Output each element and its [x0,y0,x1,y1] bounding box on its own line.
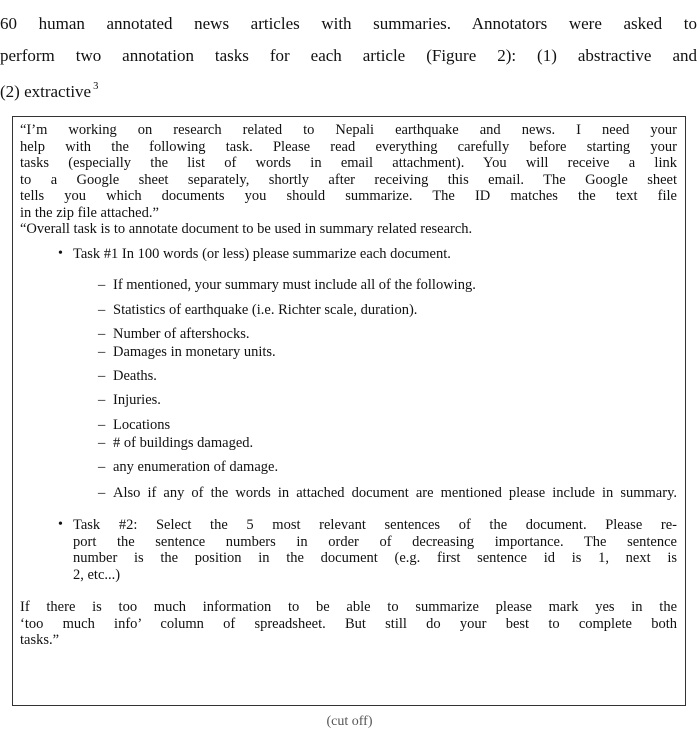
bullet-icon: • [58,517,63,532]
dash-icon: – [98,277,106,293]
task2-item [20,517,677,583]
annotation-instructions-box [12,116,686,706]
opening-line: help with the following task. Please read everything carefully before starting your [20,138,677,155]
task1-subitem: – Damages in monetary units. [98,343,276,360]
task1-subitem: – Statistics of earthquake (i.e. Richter scale, duration). [98,301,418,318]
dash-icon: – [98,301,106,318]
closing-line: ‘too much info’ column of spreadsheet. But still do your best to complete both [20,615,677,632]
intro-line-text: (2) extractive [0,82,92,101]
dash-icon: – [98,343,106,360]
task1-subitem: – Injuries. [98,391,161,408]
opening-line: “I’m working on research related to Nepali earthquake and news. I need your [20,122,677,138]
dash-icon: – [98,391,106,408]
figure-caption: (cut off) [326,714,373,729]
task2-line: port the sentence numbers in order of decreasing importance. The sentence [73,533,677,550]
dash-icon: – [98,484,106,501]
task1-subitem: – Locations [98,417,171,433]
intro-paragraph [0,8,697,108]
task1-subitem: – If mentioned, your summary must include all of the following. [98,277,476,293]
task2-line: Task #2: Select the 5 most relevant sentences of the document. Please re- [73,517,677,533]
opening-line: tasks (especially the list of words in email attachment). You will receive a link [20,155,677,171]
opening-line: tells you which documents you should summarize. The ID matches the text file [20,188,677,204]
closing-line: tasks.” [20,632,60,648]
task1-subitem: – any enumeration of damage. [98,459,279,475]
closing-paragraph [20,599,677,649]
dash-icon: – [98,326,106,342]
task1-subitem: – Number of aftershocks. [98,326,250,342]
task1-subitem: – Also if any of the words in attached document are mentioned please include in summary. [98,484,677,501]
intro-line [0,71,697,108]
task2-line: number is the position in the document (e.g. first sentence id is 1, next is [73,550,677,566]
dash-icon: – [98,368,106,384]
task1-subitem: – # of buildings damaged. [98,434,254,451]
dash-icon: – [98,459,106,475]
dash-icon: – [98,434,106,451]
intro-line: perform two annotation tasks for each article (Figure 2): (1) abstractive and [0,45,697,65]
dash-icon: – [98,417,106,433]
overall-task-line: “Overall task is to annotate document to be used in summary related research. [20,221,473,237]
task1-item [20,246,677,502]
footnote-marker: 3 [93,81,99,92]
task1-label: Task #1 In 100 words (or less) please summarize each document. [73,245,451,262]
opening-line: in the zip file attached.” [20,204,159,221]
opening-line: to a Google sheet separately, shortly after receiving this email. The Google sheet [20,171,677,188]
task1-subitems [73,277,677,501]
closing-line: If there is too much information to be able to summarize please mark yes in the [20,599,677,615]
task-list [20,246,677,584]
intro-line: 60 human annotated news articles with summaries. Annotators were asked to [0,14,697,33]
opening-paragraph [20,122,677,221]
task1-subitem: – Deaths. [98,368,157,384]
bullet-icon: • [58,245,63,261]
task2-line: 2, etc...) [73,566,121,583]
